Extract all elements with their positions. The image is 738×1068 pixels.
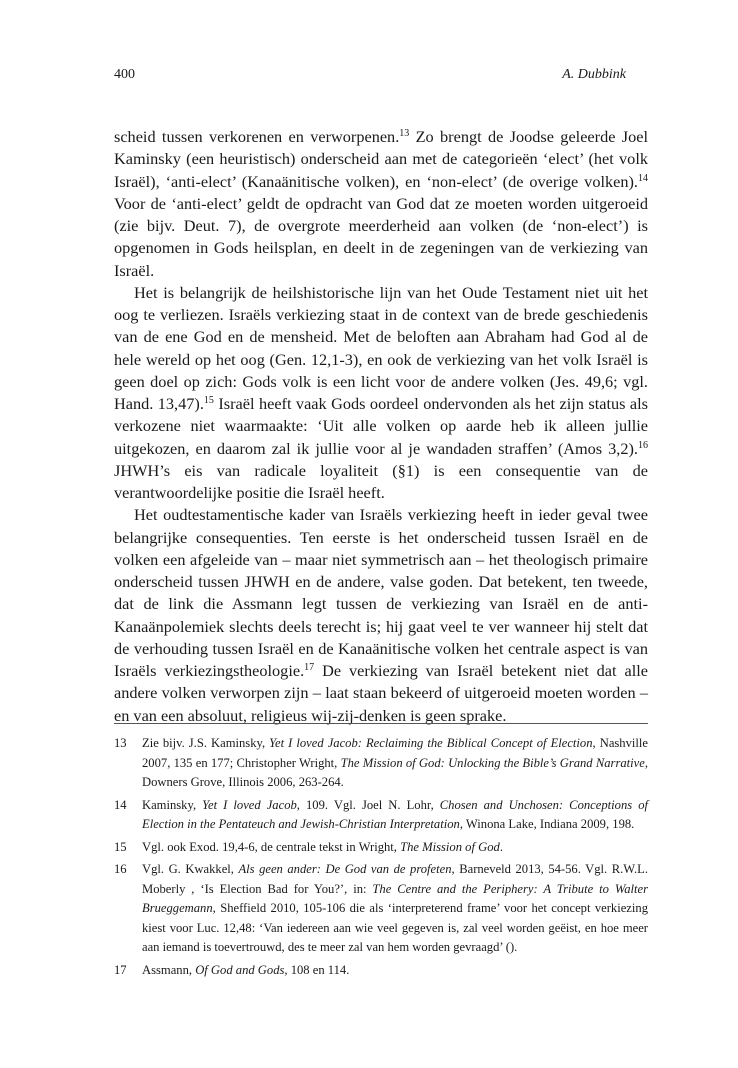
text-run: , Barneveld 2013, 54-56. Vgl. R.W.L. Moberly , ‘Is Election Bad for You?’, in:: [142, 862, 648, 896]
text-run: Zo brengt de Joodse geleerde Joel Kaminsky (een heuristisch) onderscheid aan met de categorieën ‘elect’ (het volk Israël), ‘anti-elect’ (Kanaänitische volken), en ‘non-elect’ (de overige volken).: [114, 127, 648, 191]
cited-title: Als geen ander: De God van de profeten: [238, 862, 452, 876]
footnote: [114, 961, 648, 981]
cited-title: Chosen and Unchosen: Conceptions of Election in the Pentateuch and Jewish-Christian Interpretation: [142, 797, 648, 831]
text-run: , Nashville 2007, 135 en 177; Christopher Wright,: [142, 736, 648, 770]
text-run: , Sheffield 2010, 105-106 die als ‘interpreterend frame’ voor het concept verkiezing kiest voor Luc. 12,48: ‘Van iedereen aan wie veel gegeven is, zal veel worden geëist, en hoe meer aan iemand is toevertrouwd, des te meer zal van hem worden gevraagd’ ().: [142, 901, 648, 954]
text-run: .: [499, 839, 503, 854]
footnote: [114, 796, 648, 835]
paragraph: [114, 282, 648, 505]
footnote-number: 16: [114, 862, 127, 876]
running-header: [114, 66, 626, 84]
cited-title: Of God and Gods: [195, 962, 285, 977]
footnote: [114, 838, 648, 858]
text-run: Zie bijv. J.S. Kaminsky,: [142, 736, 270, 750]
text-run: , 109. Vgl. Joel N. Lohr,: [296, 797, 440, 812]
footnotes: [114, 734, 648, 983]
footnote-reference: 15: [203, 395, 214, 406]
text-run: Assmann,: [142, 962, 196, 977]
footnote-separator: [114, 723, 648, 724]
page-number: 400: [114, 67, 135, 82]
text-run: Israël heeft vaak Gods oordeel ondervonden als het zijn status als verkozene niet waarmaakte: ‘Uit alle volken op aarde heb ik alleen jullie uitgekozen, en daarom zal ik jullie voor al je wandaden straffen’ (Amos 3,2).: [114, 394, 648, 458]
text-run: Vgl. G. Kwakkel,: [142, 862, 239, 876]
footnote: [114, 734, 648, 793]
text-run: Voor de ‘anti-elect’ geldt de opdracht van God dat ze moeten worden uitgeroeid (zie bijv. Deut. 7), de overgrote meerderheid aan volken (de ‘non-elect’) is opgenomen in Gods heilsplan, en deelt in de zegeningen van de verkiezing van Israël.: [114, 193, 648, 280]
paragraph: [114, 504, 648, 727]
footnote-number: 13: [114, 736, 127, 750]
text-run: Kaminsky,: [142, 797, 203, 812]
footnote-reference: 13: [399, 128, 410, 139]
footnote-reference: 16: [638, 439, 648, 451]
text-run: , Winona Lake, Indiana 2009, 198.: [459, 817, 635, 831]
text-run: Vgl. ook Exod. 19,4-6, de centrale tekst in Wright,: [142, 839, 401, 854]
footnote-text: [142, 838, 648, 858]
cited-title: Yet I loved Jacob: Reclaiming the Biblical Concept of Election: [269, 736, 593, 750]
footnote-text: [142, 860, 648, 958]
text-run: JHWH’s eis van radicale loyaliteit (§1) is een consequentie van de verantwoordelijke positie die Israël heeft.: [114, 460, 648, 502]
paragraph: [114, 126, 648, 282]
text-run: Het oudtestamentische kader van Israëls verkiezing heeft in ieder geval twee belangrijke consequenties. Ten eerste is het onderscheid tussen Israël en de volken een afgeleide van – maar niet symmetrisch aan – het theologisch primaire onderscheid tussen JHWH en de andere, valse goden. Dat betekent, ten tweede, dat de link die Assmann legt tussen de verkiezing van Israël en de anti-Kanaänpolemiek slechts deels terecht is; hij gaat veel te ver wanneer hij stelt dat de verhouding tussen Israël en de Kanaänitische volken het centrale aspect is van Israëls verkiezingstheologie.: [114, 505, 648, 680]
footnote-text: [142, 961, 648, 981]
cited-title: The Centre and the Periphery: A Tribute to Walter Brueggemann: [142, 881, 648, 915]
text-run: scheid tussen verkorenen en verworpenen.: [114, 127, 400, 146]
footnote-text: [142, 734, 648, 793]
cited-title: The Mission of God: Unlocking the Bible’s Grand Narrative: [340, 755, 645, 770]
footnote-reference: 14: [638, 172, 648, 184]
footnote-reference: 17: [304, 662, 315, 673]
text-run: , Downers Grove, Illinois 2006, 263-264.: [142, 755, 648, 789]
footnote: [114, 860, 648, 958]
running-head-author: A. Dubbink: [562, 67, 626, 82]
footnote-number: 14: [114, 797, 127, 812]
footnote-text: [142, 796, 648, 835]
text-run: De verkiezing van Israël betekent niet dat alle andere volken verworpen zijn – laat staan bekeerd of uitgeroeid moeten worden – en van een absoluut, religieus wij-zij-denken is geen sprake.: [114, 661, 648, 725]
footnote-number: 17: [114, 962, 127, 977]
footnote-number: 15: [114, 839, 127, 854]
text-run: Het is belangrijk de heilshistorische lijn van het Oude Testament niet uit het oog te verliezen. Israëls verkiezing staat in de context van de brede geschiedenis van de ene God en de mensheid. Met de beloften aan Abraham had God al de hele wereld op het oog (Gen. 12,1-3), en ook de verkiezing van het volk Israël is geen doel op zich: Gods volk is een licht voor de andere volken (Jes. 49,6; vgl. Hand. 13,47).: [114, 282, 648, 413]
body-text: [114, 126, 648, 727]
text-run: , 108 en 114.: [284, 962, 350, 977]
cited-title: Yet I loved Jacob: [202, 797, 297, 812]
cited-title: The Mission of God: [400, 839, 500, 854]
